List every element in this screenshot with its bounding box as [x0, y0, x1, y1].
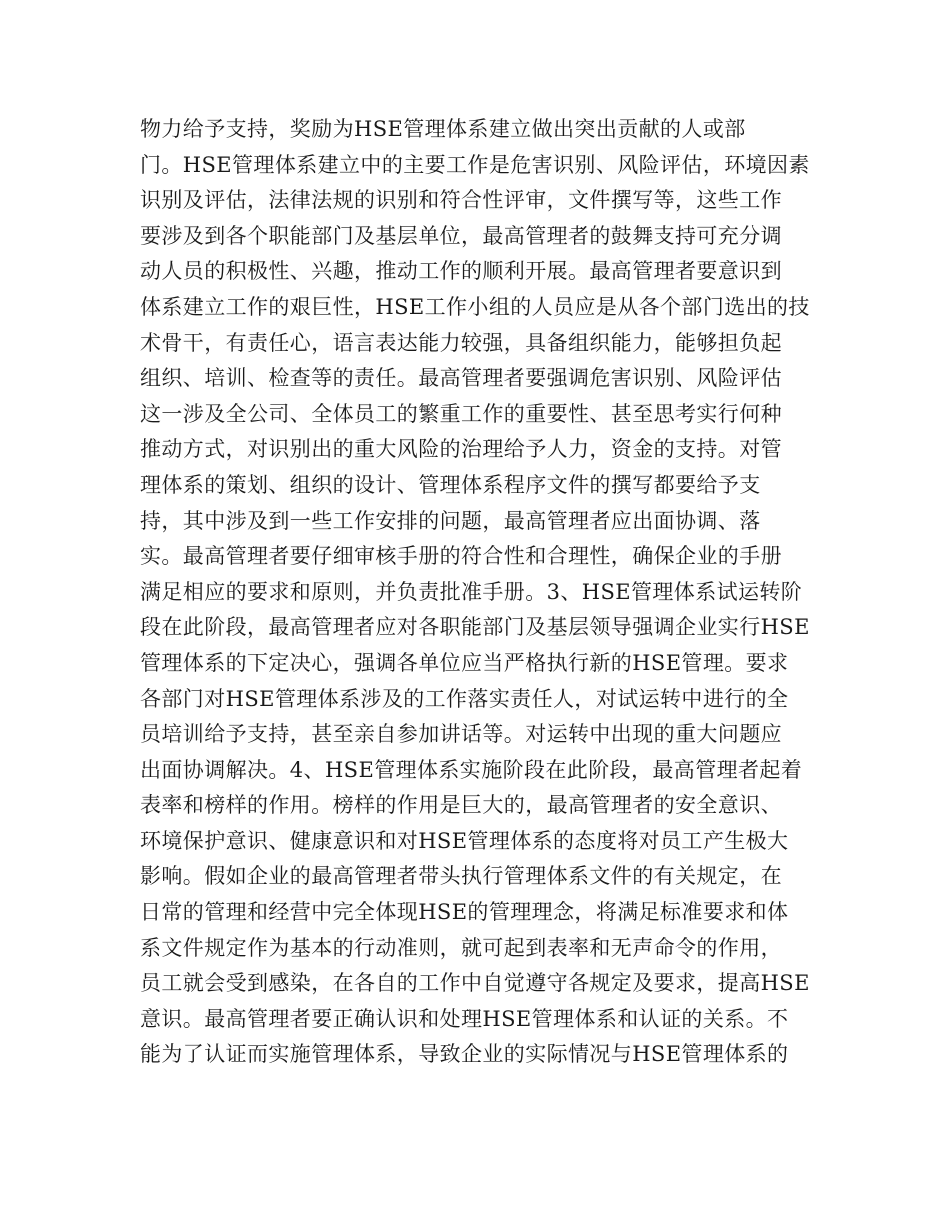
text-line-22: 影响。假如企业的最高管理者带头执行管理体系文件的有关规定，在 [140, 864, 782, 889]
text-line-17: 各部门对HSE管理体系涉及的工作落实责任人，对试运转中进行的全 [140, 686, 789, 711]
text-line-16: 管理体系的下定决心，强调各单位应当严格执行新的HSE管理。要求 [140, 650, 789, 675]
text-line-7: 术骨干，有责任心，语言表达能力较强，具备组织能力，能够担负起 [140, 330, 782, 355]
text-line-19: 出面协调解决。4、HSE管理体系实施阶段在此阶段，最高管理者起着 [140, 757, 803, 782]
text-line-2: 门。HSE管理体系建立中的主要工作是危害识别、风险评估，环境因素 [140, 152, 810, 177]
body-text [140, 112, 820, 1073]
text-line-8: 组织、培训、检查等的责任。最高管理者要强调危害识别、风险评估 [140, 366, 782, 391]
text-line-24: 系文件规定作为基本的行动准则，就可起到表率和无声命令的作用， [140, 935, 782, 960]
text-line-25: 员工就会受到感染，在各自的工作中自觉遵守各规定及要求，提高HSE [140, 971, 810, 996]
text-line-5: 动人员的积极性、兴趣，推动工作的顺利开展。最高管理者要意识到 [140, 259, 782, 284]
text-line-11: 理体系的策划、组织的设计、管理体系程序文件的撰写都要给予支 [140, 472, 761, 497]
text-line-15: 段在此阶段，最高管理者应对各职能部门及基层领导强调企业实行HSE [140, 615, 810, 640]
text-line-18: 员培训给予支持，甚至亲自参加讲话等。对运转中出现的重大问题应 [140, 722, 782, 747]
text-line-13: 实。最高管理者要仔细审核手册的符合性和合理性，确保企业的手册 [140, 544, 782, 569]
text-line-6: 体系建立工作的艰巨性，HSE工作小组的人员应是从各个部门选出的技 [140, 294, 810, 319]
text-line-27: 能为了认证而实施管理体系，导致企业的实际情况与HSE管理体系的 [140, 1042, 789, 1067]
text-line-3: 识别及评估，法律法规的识别和符合性评审，文件撰写等，这些工作 [140, 188, 782, 213]
text-line-26: 意识。最高管理者要正确认识和处理HSE管理体系和认证的关系。不 [140, 1006, 789, 1031]
text-line-9: 这一涉及全公司、全体员工的繁重工作的重要性、甚至思考实行何种 [140, 401, 782, 426]
text-line-14: 满足相应的要求和原则，并负责批准手册。3、HSE管理体系试运转阶 [140, 579, 803, 604]
text-line-4: 要涉及到各个职能部门及基层单位，最高管理者的鼓舞支持可充分调 [140, 223, 782, 248]
text-line-23: 日常的管理和经营中完全体现HSE的管理理念，将满足标准要求和体 [140, 900, 789, 925]
text-line-10: 推动方式，对识别出的重大风险的治理给予人力，资金的支持。对管 [140, 437, 782, 462]
text-line-20: 表率和榜样的作用。榜样的作用是巨大的，最高管理者的安全意识、 [140, 793, 782, 818]
text-line-12: 持，其中涉及到一些工作安排的问题，最高管理者应出面协调、落 [140, 508, 761, 533]
text-line-21: 环境保护意识、健康意识和对HSE管理体系的态度将对员工产生极大 [140, 828, 789, 853]
text-line-1: 物力给予支持，奖励为HSE管理体系建立做出突出贡献的人或部 [140, 117, 746, 141]
